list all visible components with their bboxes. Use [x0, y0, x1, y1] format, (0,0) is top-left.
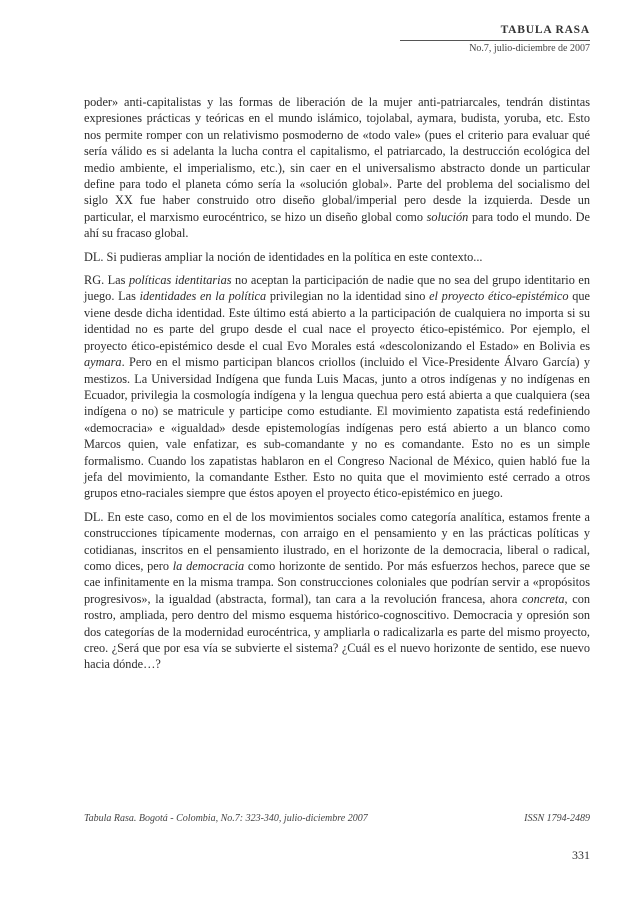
footer-issn: ISSN 1794-2489: [524, 813, 590, 824]
text-run: RG. Las: [84, 273, 129, 288]
italic-text: aymara: [84, 355, 122, 370]
italic-text: políticas identitarias: [128, 273, 232, 288]
running-header: [400, 24, 590, 54]
text-run: DL. Si pudieras ampliar la noción de identidades en la política en este contexto...: [84, 249, 483, 264]
text-run: , con rostro, ampliada, pero dentro del mismo esquema histórico-cognoscitivo. Democracia y opresión son dos categorías de la modernidad eurocéntrica, y ampliarla o radicalizarla es parte del mismo proyecto, creo. ¿Será que por esa vía se subvierte el sistema? ¿Cuál es el nuevo horizonte de sentido, ese nuevo hacia dónde…?: [84, 591, 591, 672]
text-run: . Pero en el mismo participan blancos criollos (incluido el Vice-Presidente Álvaro García) y mestizos. La Universidad Indígena que funda Luis Macas, junto a otros indígenas y no indígenas en Ecuador, privilegia la cosmología indígena y la lengua quechua pero está abierta a que cualquiera (sea indígena o no) se matricule y participe como estudiante. El movimiento zapatista está redefiniendo «democracia» e «igualdad» desde epistemologías indígenas pero está abierto a un blanco como Marcos quien, vale enfatizar, es sub-comandante y no es comandante. Esto no es un simple formalismo. Cuando los zapatistas hablaron en el Congreso Nacional de México, quien habló fue la jefa del movimiento, la comandante Esther. Esto no quita que el movimiento esté cerrado a otros grupos etno-raciales siempre que éstos apoyen el proyecto ético-epistémico en juego.: [84, 355, 590, 501]
italic-text: identidades en la política: [139, 289, 267, 304]
text-run: poder» anti-capitalistas y las formas de liberación de la mujer anti-patriarcales, tendrán distintas expresiones prácticas y teóricas en el mundo islámico, tojolabal, aymara, budista, yoruba, etc. Esto nos permite romper con un relativismo posmoderno de «todo vale» (pues el criterio para evaluar qué sería válido es si adelanta la lucha contra el capitalismo, el patriarcado, la destrucción ecológica del medio ambiente, el imperialismo, etc.), sin caer en el universalismo abstracto donde un particular define para todo el planeta cómo sería la «solución global». Parte del problema del socialismo del siglo XX fue haber construido otro diseño global/imperial pero desde la izquierda. Desde un particular, el marxismo eurocéntrico, se hizo un diseño global como: [84, 95, 590, 224]
page-footer: [84, 813, 590, 824]
article-body: [84, 94, 590, 680]
italic-text: el proyecto ético-epistémico: [429, 289, 569, 304]
italic-text: concreta: [521, 591, 565, 606]
paragraph-2: [84, 249, 590, 265]
paragraph-3: [84, 272, 590, 502]
footer-citation: Tabula Rasa. Bogotá - Colombia, No.7: 323-340, julio-diciembre 2007: [84, 813, 368, 824]
paragraph-1: [84, 94, 590, 242]
italic-text: la democracia: [172, 558, 245, 573]
text-run: que viene desde dicha identidad. Este último está abierto a la participación de cualquiera no importa si su identidad no es parte del grupo desde el cual nace el proyecto ético-epistémico. Por ejemplo, el proyecto ético-epistémico desde el cual Evo Morales está «descolonizando el Estado» en Bolivia es: [84, 289, 590, 353]
paragraph-4: [84, 509, 590, 673]
header-divider: [400, 40, 590, 41]
text-run: privilegian no la identidad sino: [266, 289, 430, 304]
text-run: como horizonte de sentido. Por más esfuerzos hechos, parece que se cae infinitamente en la misma trampa. Son construcciones coloniales que podrían servir a «propósitos progresivos», la igualdad (abstracta, formal), tan cara a la revolución francesa, ahora: [84, 558, 590, 606]
journal-title: TABULA RASA: [500, 24, 590, 36]
issue-info: No.7, julio-diciembre de 2007: [469, 43, 590, 54]
text-run: DL. En este caso, como en el de los movimientos sociales como categoría analítica, estamos frente a construcciones típicamente modernas, con arraigo en el pensamiento y en las prácticas políticas y cotidianas, inscritos en el pensamiento ilustrado, en el horizonte de la democracia, liberal o radical, como dices, pero: [84, 509, 590, 573]
text-run: no aceptan la participación de nadie que no sea del grupo identitario en juego. Las: [84, 273, 590, 304]
italic-text: solución: [426, 209, 469, 224]
page-number: 331: [572, 848, 590, 862]
text-run: para todo el mundo. De ahí su fracaso global.: [84, 209, 590, 241]
